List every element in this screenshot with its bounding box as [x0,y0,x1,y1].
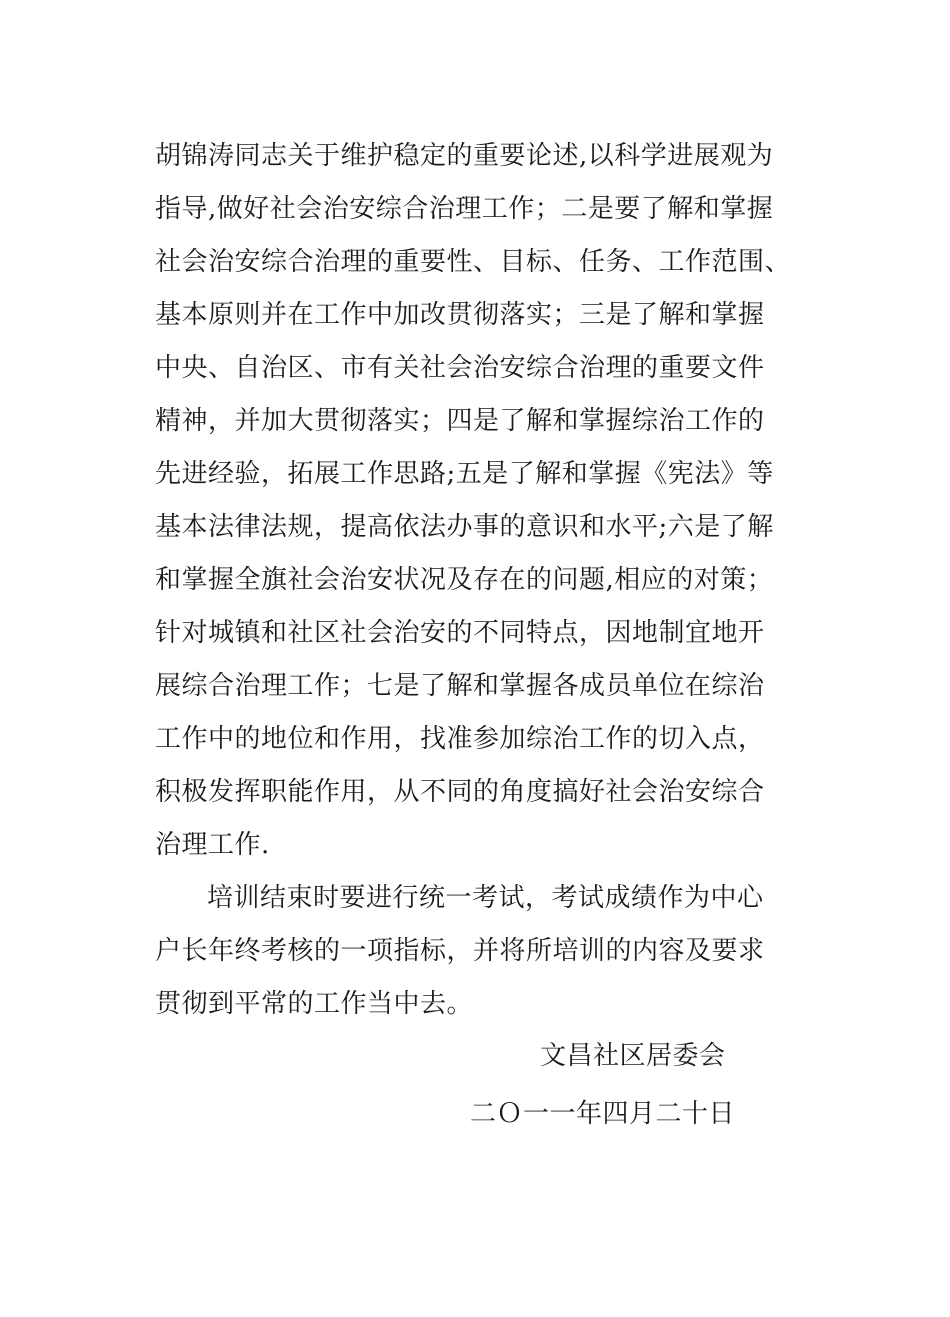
text-line: 展综合治理工作；七是了解和掌握各成员单位在综治 [155,671,765,701]
document-body [155,130,815,1031]
text-line: 精神，并加大贯彻落实；四是了解和掌握综治工作的 [155,406,765,436]
text-line: 培训结束时要进行统一考试，考试成绩作为中心 [207,883,764,913]
text-line: 中央、自治区、市有关社会治安综合治理的重要文件 [155,353,765,383]
text-line: 和掌握全旗社会治安状况及存在的问题,相应的对策； [155,565,774,595]
text-line: 针对城镇和社区社会治安的不同特点，因地制宜地开 [155,618,765,648]
text-line: 治理工作. [155,830,270,860]
text-line: 指导,做好社会治安综合治理工作；二是要了解和掌握 [155,194,774,224]
text-line: 基本法律法规，提高依法办事的意识和水平;六是了解 [155,512,774,542]
text-line: 先进经验，拓展工作思路;五是了解和掌握《宪法》等 [155,459,774,489]
signature-organization: 文昌社区居委会 [540,1041,726,1071]
signature-date: 二Ｏ一一年四月二十日 [470,1099,736,1129]
text-line: 工作中的地位和作用，找准参加综治工作的切入点， [155,724,765,754]
text-line: 社会治安综合治理的重要性、目标、任务、工作范围、 [155,247,792,277]
text-line: 贯彻到平常的工作当中去。 [155,989,474,1019]
text-line: 基本原则并在工作中加改贯彻落实；三是了解和掌握 [155,300,765,330]
text-line: 积极发挥职能作用，从不同的角度搞好社会治安综合 [155,777,765,807]
text-line: 户长年终考核的一项指标，并将所培训的内容及要求 [155,936,765,966]
text-line: 胡锦涛同志关于维护稳定的重要论述,以科学进展观为 [155,141,774,171]
